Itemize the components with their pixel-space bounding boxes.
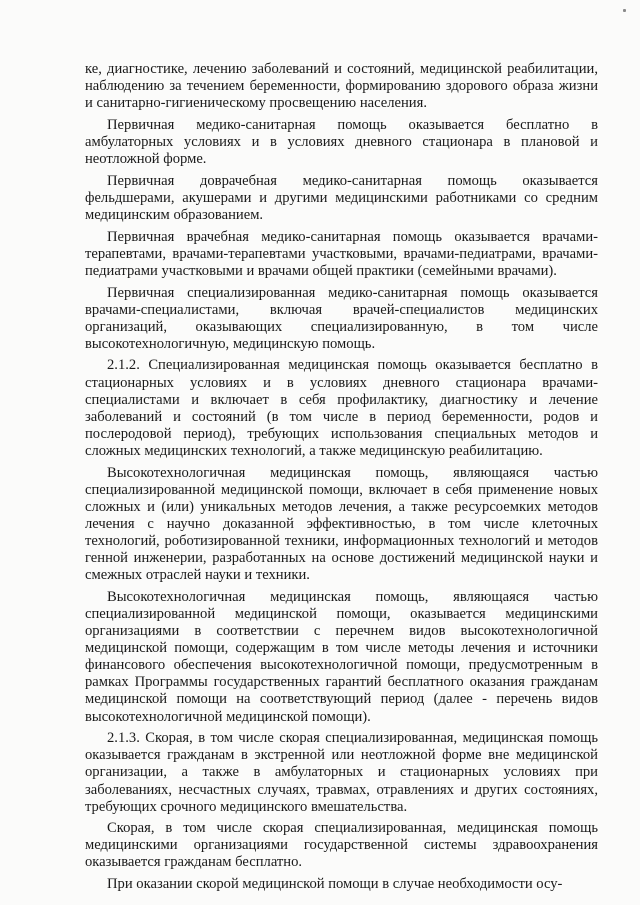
paragraph-high-tech-care: Высокотехнологичная медицинская помощь, являющаяся частью специализированной медицинской помощи, включает в себя применение новых сложных и (или) уникальных методов лечения, а также ресурсоемких методов лечения с научно доказанной эффективностью, в том числе клеточных технологий, роботизированной техники, информационных технологий и методов генной инженерии, разработанных на основе достижений медицинской науки и смежных отраслей науки и техники. [85,464,598,584]
paragraph-specialized-primary-care: Первичная специализированная медико-санитарная помощь оказывается врачами-специалистами, включая врачей-специалистов медицинских организаций, оказывающих специализированную, в том числе высокотехнологичную, медицинскую помощь. [85,284,598,352]
paragraph-2-1-3: 2.1.3. Скорая, в том числе скорая специализированная, медицинская помощь оказывается гражданам в экстренной или неотложной форме вне медицинской организации, а также в амбулаторных и стационарных условиях при заболеваниях, несчастных случаях, травмах, отравлениях и других состояниях, требующих срочного медицинского вмешательства. [85,730,598,815]
paragraph-high-tech-list: Высокотехнологичная медицинская помощь, являющаяся частью специализированной медицинской помощи, оказывается медицинскими организациями в соответствии с перечнем видов высокотехнологичной медицинской помощи, содержащим в том числе методы лечения и источники финансового обеспечения высокотехнологичной помощи, предусмотренным в рамках Программы государственных гарантий бесплатного оказания гражданам медицинской помощи на соответствующий период (далее - перечень видов высокотехнологичной медицинской помощи). [85,588,598,725]
paragraph-physician-care: Первичная врачебная медико-санитарная помощь оказывается врачами-терапевтами, врачами-терапевтами участковыми, врачами-педиатрами, врачами-педиатрами участковыми и врачами общей практики (семейными врачами). [85,228,598,279]
paragraph-emergency-continued: При оказании скорой медицинской помощи в случае необходимости осу- [107,876,563,893]
paragraph-continuation: ке, диагностике, лечению заболеваний и состояний, медицинской реабилитации, наблюдению за течением беременности, формированию здорового образа жизни и санитарно-гигиеническому просвещению населения. [85,61,598,112]
paragraph-primary-care: Первичная медико-санитарная помощь оказывается бесплатно в амбулаторных условиях и в условиях дневного стационара в плановой и неотложной форме. [85,116,598,168]
scan-mark [623,9,626,12]
paragraph-emergency-free: Скорая, в том числе скорая специализированная, медицинская помощь медицинскими организациями государственной системы здравоохранения оказывается гражданам бесплатно. [85,820,598,871]
document-body [85,61,598,898]
paragraph-2-1-2: 2.1.2. Специализированная медицинская помощь оказывается бесплатно в стационарных условиях и в условиях дневного стационара врачами-специалистами и включает в себя профилактику, диагностику и лечение заболеваний и состояний (в том числе в период беременности, родов и послеродовой период), требующих использования специальных методов и сложных медицинских технологий, а также медицинскую реабилитацию. [85,357,598,459]
paragraph-prehospital-care: Первичная доврачебная медико-санитарная помощь оказывается фельдшерами, акушерами и другими медицинскими работниками со средним медицинским образованием. [85,172,598,223]
